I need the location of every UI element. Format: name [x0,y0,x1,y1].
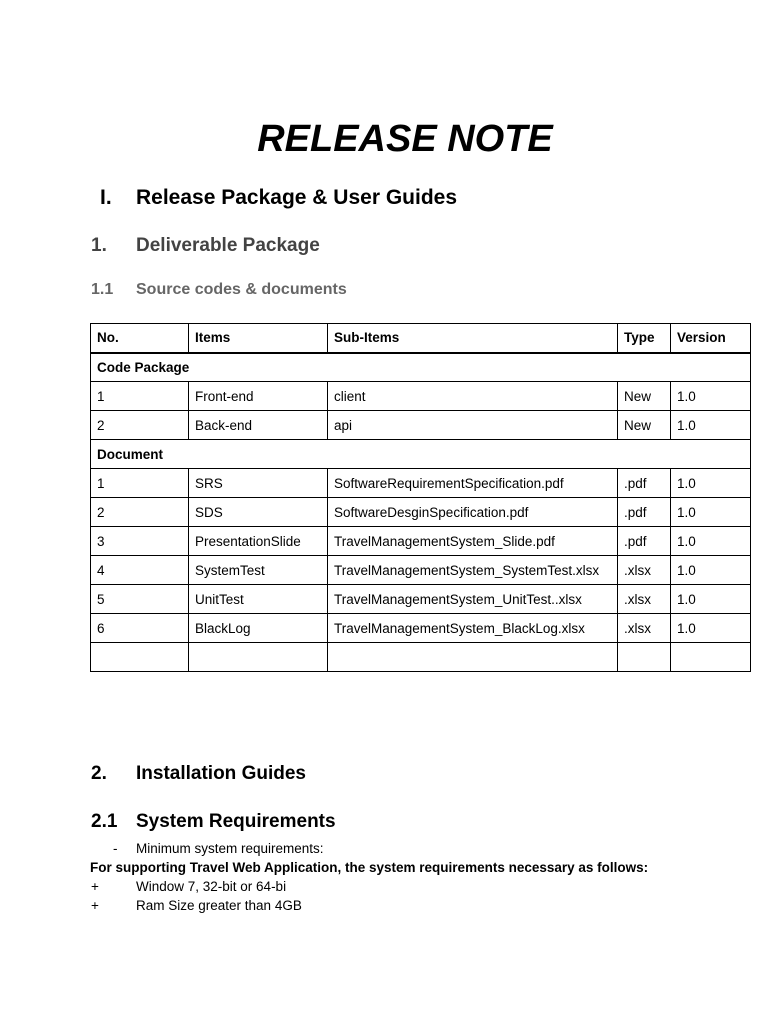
cell-sub-item: TravelManagementSystem_SystemTest.xlsx [328,556,618,585]
cell-sub-item: TravelManagementSystem_Slide.pdf [328,527,618,556]
table-header-row [91,324,751,353]
plus-bullet: + [91,879,99,894]
cell-no: 2 [91,411,189,440]
cell-no [91,643,189,672]
cell-item: SystemTest [189,556,328,585]
column-header-no: No. [91,324,189,353]
group-label-code-package: Code Package [91,353,751,382]
cell-version: 1.0 [671,382,751,411]
cell-version: 1.0 [671,556,751,585]
subsection-title: Deliverable Package [136,235,320,256]
group-label-document: Document [91,440,751,469]
column-header-type: Type [618,324,671,353]
subsection-number: 2. [91,763,107,784]
section-heading-release-package [100,184,600,212]
cell-item: PresentationSlide [189,527,328,556]
plus-bullet: + [91,898,99,913]
cell-item: Back-end [189,411,328,440]
cell-version: 1.0 [671,527,751,556]
cell-type: .xlsx [618,614,671,643]
subsection-heading-system-requirements [91,809,491,835]
cell-version: 1.0 [671,469,751,498]
cell-sub-item: TravelManagementSystem_UnitTest..xlsx [328,585,618,614]
subsection-number: 1. [91,235,107,256]
table-row [91,411,751,440]
cell-item: Front-end [189,382,328,411]
table-row [91,498,751,527]
requirement-item: Ram Size greater than 4GB [136,898,302,913]
cell-sub-item: api [328,411,618,440]
cell-version [671,643,751,672]
cell-item: BlackLog [189,614,328,643]
cell-version: 1.0 [671,614,751,643]
section-title: Release Package & User Guides [136,186,458,209]
cell-item: UnitTest [189,585,328,614]
cell-version: 1.0 [671,411,751,440]
subsection-title: Source codes & documents [136,281,347,298]
column-header-items: Items [189,324,328,353]
cell-type: New [618,382,671,411]
dash-bullet: - [113,841,118,856]
table-row [91,614,751,643]
column-header-version: Version [671,324,751,353]
cell-type: .pdf [618,498,671,527]
cell-type: New [618,411,671,440]
subsection-number: 2.1 [91,811,118,832]
deliverables-table [90,323,751,672]
cell-sub-item [328,643,618,672]
subsection-number: 1.1 [91,281,114,298]
subsection-title: System Requirements [136,811,336,832]
cell-type: .xlsx [618,585,671,614]
table-group-row [91,353,751,382]
cell-no: 4 [91,556,189,585]
table-row [91,527,751,556]
cell-sub-item: SoftwareRequirementSpecification.pdf [328,469,618,498]
document-title: RELEASE NOTE [257,118,553,160]
subsection-heading-deliverable-package [91,233,491,259]
cell-version: 1.0 [671,498,751,527]
cell-type: .pdf [618,469,671,498]
cell-version: 1.0 [671,585,751,614]
section-number: I. [100,186,112,209]
cell-no: 1 [91,382,189,411]
column-header-sub-items: Sub-Items [328,324,618,353]
cell-item: SRS [189,469,328,498]
cell-no: 3 [91,527,189,556]
cell-sub-item: client [328,382,618,411]
cell-no: 1 [91,469,189,498]
cell-item: SDS [189,498,328,527]
table-row [91,556,751,585]
table-row [91,382,751,411]
cell-sub-item: TravelManagementSystem_BlackLog.xlsx [328,614,618,643]
requirements-intro: Minimum system requirements: [136,841,324,856]
cell-type: .pdf [618,527,671,556]
requirements-lead: For supporting Travel Web Application, the system requirements necessary as follows: [90,860,649,875]
cell-no: 5 [91,585,189,614]
subsection-title: Installation Guides [136,763,306,784]
subsection-heading-source-codes [91,279,491,301]
table-empty-row [91,643,751,672]
table-row [91,585,751,614]
cell-item [189,643,328,672]
cell-no: 6 [91,614,189,643]
cell-type [618,643,671,672]
subsection-heading-installation-guides [91,761,491,787]
table-row [91,469,751,498]
table-group-row [91,440,751,469]
cell-sub-item: SoftwareDesginSpecification.pdf [328,498,618,527]
cell-no: 2 [91,498,189,527]
cell-type: .xlsx [618,556,671,585]
requirement-item: Window 7, 32-bit or 64-bi [136,879,287,894]
